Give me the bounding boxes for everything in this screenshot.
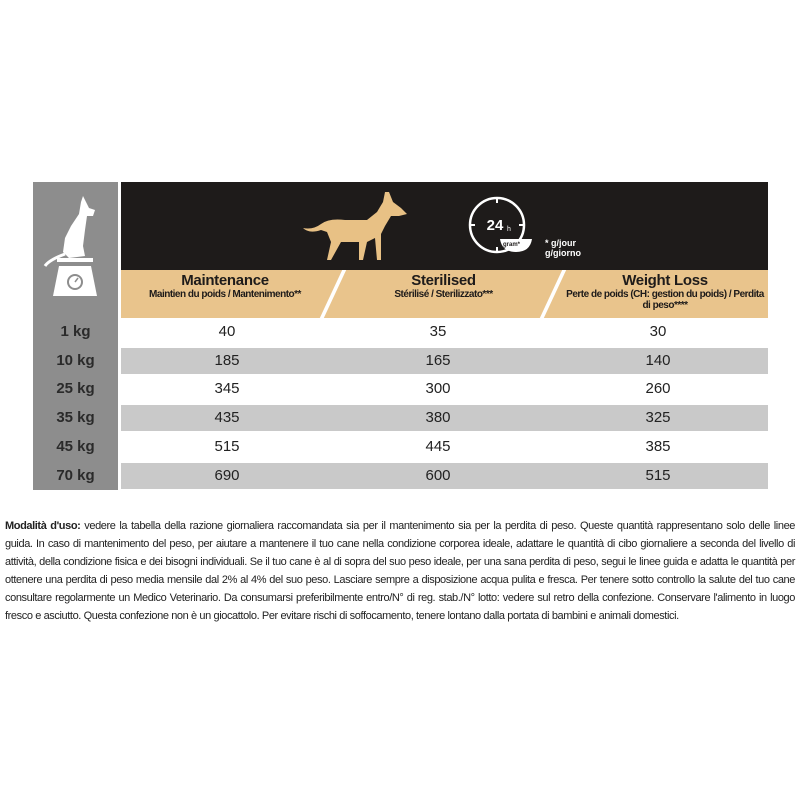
cell-value: 515 <box>645 466 671 484</box>
cell-value: 690 <box>214 466 240 484</box>
row-weight-label: 70 kg <box>56 466 95 484</box>
row-weight-label: 25 kg <box>56 380 95 398</box>
cell-value: 515 <box>214 437 240 455</box>
column-subtitle: Stérilisé / Sterilizzato*** <box>394 289 493 300</box>
cell-value: 140 <box>645 351 671 369</box>
table-header <box>121 182 768 270</box>
clock-unit: h <box>507 226 511 233</box>
cell-value: 380 <box>425 409 451 427</box>
row-weight-label: 1 kg <box>60 323 91 340</box>
cell-value: 165 <box>425 351 451 369</box>
column-title: Sterilised <box>411 272 476 289</box>
row-weight-label: 10 kg <box>56 351 95 369</box>
instructions-heading: Modalità d'uso: <box>5 520 81 532</box>
cell-value: 260 <box>645 380 671 398</box>
clock-label: 24 <box>486 217 504 234</box>
cell-value: 40 <box>218 323 236 340</box>
table-row <box>121 434 768 460</box>
cell-value: 185 <box>214 351 240 369</box>
column-divider <box>540 270 566 318</box>
table-row <box>121 376 768 402</box>
dog-on-scale-icon <box>39 190 111 302</box>
cell-value: 325 <box>645 409 671 427</box>
dog-icon <box>301 190 411 265</box>
instructions-line: non è un giocattolo. Per evitare rischi di soffocamento, tenere lontano dalla portata di bambini e animali domestici. <box>171 610 679 622</box>
unit-note-it: g/giorno <box>545 248 581 258</box>
row-weight-label: 35 kg <box>56 409 95 427</box>
cell-value: 35 <box>429 323 447 340</box>
table-row <box>121 348 768 374</box>
cell-value: 345 <box>214 380 240 398</box>
cell-value: 600 <box>425 466 451 484</box>
instructions-line: cane consultare regolarmente un Medico Veterinario. Da consumarsi preferibilmente entro/N° di reg. stab./N° lotto: vedere sul retro della confezione. Conservare l'alimento in luogo fresco e asciutto. Questa confezione <box>5 574 795 622</box>
instructions-line: peso, segui le linee guida e adatta le quantità per ottenere una perdita di peso media mensile dal 2% al 4% del suo peso. Lasciare sempre a disposizione acqua pulita e fresca. Per tenere sotto controllo la salute del tuo <box>5 556 795 586</box>
bowl-label: gram* <box>503 242 521 248</box>
unit-note <box>545 238 581 258</box>
instructions-line: vedere la tabella della <box>84 520 186 532</box>
column-subtitle: Maintien du poids / Mantenimento** <box>149 289 301 300</box>
cell-value: 30 <box>649 323 667 340</box>
table-row <box>121 405 768 431</box>
cell-value: 300 <box>425 380 451 398</box>
unit-note-fr: * g/jour <box>545 238 576 248</box>
instructions-line: condizione corporea ideale, adattare le quantità di cibo giornaliere a seconda del livello di attività, della condizione fisica e dei bisogni individuali. Se il tuo cane è al di sopra del suo peso ideale, per una sana perdita di <box>5 538 796 568</box>
column-headers <box>121 270 768 318</box>
column-title: Weight Loss <box>622 272 708 289</box>
column-maintenance <box>125 272 325 300</box>
column-sterilised <box>346 272 541 300</box>
column-subtitle: Perte de poids (CH: gestion du poids) / Perdita di peso**** <box>566 289 764 311</box>
column-title: Maintenance <box>181 272 269 289</box>
instructions-line: razione giornaliera raccomandata sia per il mantenimento sia per la perdita di peso. Queste quantità rappresentano solo delle linee guida. In caso di mantenimento del peso, per aiutare a mantenere il tuo cane nella <box>5 520 796 550</box>
column-weight-loss <box>566 272 764 311</box>
row-weight-label: 45 kg <box>56 437 95 455</box>
cell-value: 385 <box>645 437 671 455</box>
cell-value: 435 <box>214 409 240 427</box>
table-row <box>121 319 768 345</box>
clock-bowl-icon <box>462 192 537 262</box>
instructions <box>5 517 795 625</box>
table-row <box>121 463 768 489</box>
cell-value: 445 <box>425 437 451 455</box>
